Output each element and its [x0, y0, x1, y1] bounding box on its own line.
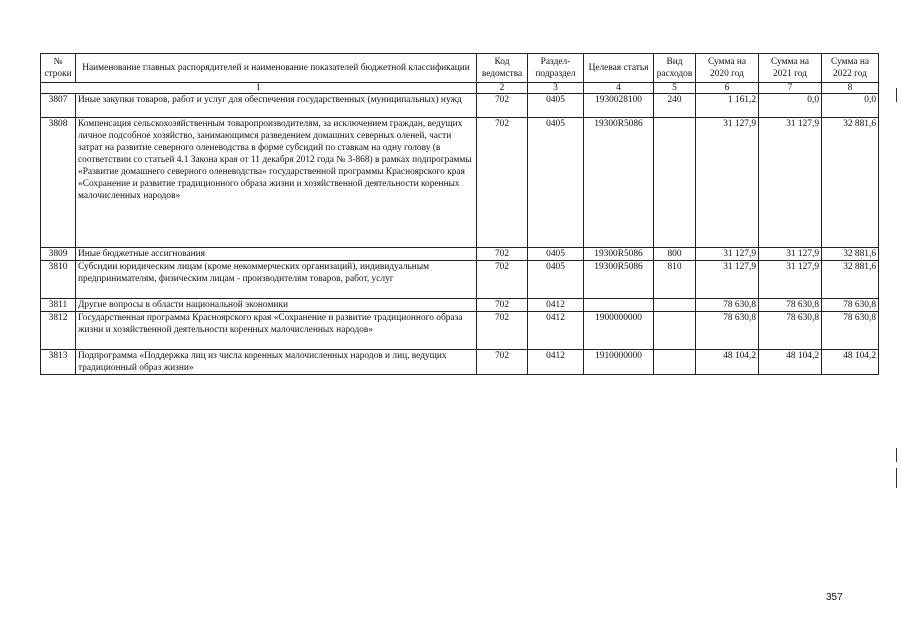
expense-type: 800: [654, 248, 696, 261]
dept-code: 702: [477, 350, 528, 375]
scan-edge-mark: [896, 448, 897, 462]
sum-2022: 48 104,2: [822, 350, 879, 375]
expense-type: [654, 299, 696, 312]
sum-2020: 31 127,9: [696, 248, 759, 261]
column-number-row: [41, 83, 879, 94]
column-number: 8: [822, 83, 879, 94]
expense-type: [654, 350, 696, 375]
target-article: [584, 299, 654, 312]
expense-type: 810: [654, 261, 696, 299]
header-name: Наименование главных распорядителей и наименование показателей бюджетной классификации: [76, 54, 477, 83]
section-code: 0412: [528, 312, 584, 350]
section-code: 0405: [528, 94, 584, 118]
header-dept-code: Код ведомства: [477, 54, 528, 83]
row-name: Иные закупки товаров, работ и услуг для обеспечения государственных (муниципальных) нужд: [76, 94, 477, 118]
table-row: [41, 94, 879, 118]
row-name: Компенсация сельскохозяйственным товаропроизводителям, за исключением граждан, ведущих личное подсобное хозяйство, занимающимся разведением домашних северных оленей, части затрат на развитие северного оленеводства в форме субсидий по ставкам на одну голову (в соответствии со статьей 4.1 Закона края от 11 декабря 2012 года № 3-868) в рамках подпрограммы «Развитие домашнего северного оленеводства» государственной программы Красноярского края «Сохранение и развитие традиционного образа жизни и хозяйственной деятельности коренных малочисленных народов»: [76, 118, 477, 248]
table-row: [41, 248, 879, 261]
scan-edge-mark: [896, 468, 897, 488]
sum-2020: 31 127,9: [696, 261, 759, 299]
section-code: 0412: [528, 350, 584, 375]
scan-edge-mark: [896, 88, 897, 102]
column-number: 4: [584, 83, 654, 94]
header-sum-2022: Сумма на 2022 год: [822, 54, 879, 83]
sum-2020: 78 630,8: [696, 312, 759, 350]
table-row: [41, 312, 879, 350]
target-article: 1900000000: [584, 312, 654, 350]
target-article: 1930028100: [584, 94, 654, 118]
section-code: 0412: [528, 299, 584, 312]
row-name: Подпрограмма «Поддержка лиц из числа коренных малочисленных народов и лиц, ведущих традиционный образ жизни»: [76, 350, 477, 375]
sum-2021: 31 127,9: [759, 261, 822, 299]
table-row: [41, 118, 879, 248]
row-number: 3810: [41, 261, 76, 299]
sum-2021: 31 127,9: [759, 248, 822, 261]
header-sum-2020: Сумма на 2020 год: [696, 54, 759, 83]
target-article: 19300R5086: [584, 248, 654, 261]
column-number: 6: [696, 83, 759, 94]
dept-code: 702: [477, 248, 528, 261]
sum-2022: 78 630,8: [822, 299, 879, 312]
section-code: 0405: [528, 118, 584, 248]
table-row: [41, 350, 879, 375]
header-expense-type: Вид расходов: [654, 54, 696, 83]
dept-code: 702: [477, 299, 528, 312]
row-number: 3812: [41, 312, 76, 350]
sum-2022: 32 881,6: [822, 261, 879, 299]
sum-2020: 1 161,2: [696, 94, 759, 118]
expense-type: [654, 312, 696, 350]
target-article: 19300R5086: [584, 261, 654, 299]
section-code: 0405: [528, 248, 584, 261]
expense-type: 240: [654, 94, 696, 118]
header-row: [41, 54, 879, 83]
row-name: Другие вопросы в области национальной экономики: [76, 299, 477, 312]
budget-table: [40, 53, 879, 375]
dept-code: 702: [477, 118, 528, 248]
row-number: 3809: [41, 248, 76, 261]
sum-2021: 0,0: [759, 94, 822, 118]
target-article: 1910000000: [584, 350, 654, 375]
page-number: 357: [826, 592, 843, 603]
column-number: 5: [654, 83, 696, 94]
sum-2022: 78 630,8: [822, 312, 879, 350]
header-section: Раздел- подраздел: [528, 54, 584, 83]
column-number: 2: [477, 83, 528, 94]
header-target-article: Целевая статья: [584, 54, 654, 83]
sum-2021: 78 630,8: [759, 299, 822, 312]
expense-type: [654, 118, 696, 248]
sum-2021: 31 127,9: [759, 118, 822, 248]
row-number: 3808: [41, 118, 76, 248]
sum-2021: 48 104,2: [759, 350, 822, 375]
table-row: [41, 261, 879, 299]
header-row-number: № строки: [41, 54, 76, 83]
sum-2022: 32 881,6: [822, 118, 879, 248]
sum-2022: 32 881,6: [822, 248, 879, 261]
target-article: 19300R5086: [584, 118, 654, 248]
row-number: 3813: [41, 350, 76, 375]
sum-2022: 0,0: [822, 94, 879, 118]
sum-2020: 48 104,2: [696, 350, 759, 375]
row-number: 3811: [41, 299, 76, 312]
table-row: [41, 299, 879, 312]
sum-2020: 31 127,9: [696, 118, 759, 248]
column-number: 3: [528, 83, 584, 94]
header-sum-2021: Сумма на 2021 год: [759, 54, 822, 83]
sum-2020: 78 630,8: [696, 299, 759, 312]
dept-code: 702: [477, 94, 528, 118]
row-number: 3807: [41, 94, 76, 118]
row-name: Иные бюджетные ассигнования: [76, 248, 477, 261]
column-number: 1: [41, 83, 477, 94]
row-name: Субсидии юридическим лицам (кроме некоммерческих организаций), индивидуальным предпринимателям, физическим лицам - производителям товаров, работ, услуг: [76, 261, 477, 299]
dept-code: 702: [477, 312, 528, 350]
dept-code: 702: [477, 261, 528, 299]
row-name: Государственная программа Красноярского края «Сохранение и развитие традиционного образа жизни и хозяйственной деятельности коренных малочисленных народов»: [76, 312, 477, 350]
column-number: 7: [759, 83, 822, 94]
section-code: 0405: [528, 261, 584, 299]
sum-2021: 78 630,8: [759, 312, 822, 350]
